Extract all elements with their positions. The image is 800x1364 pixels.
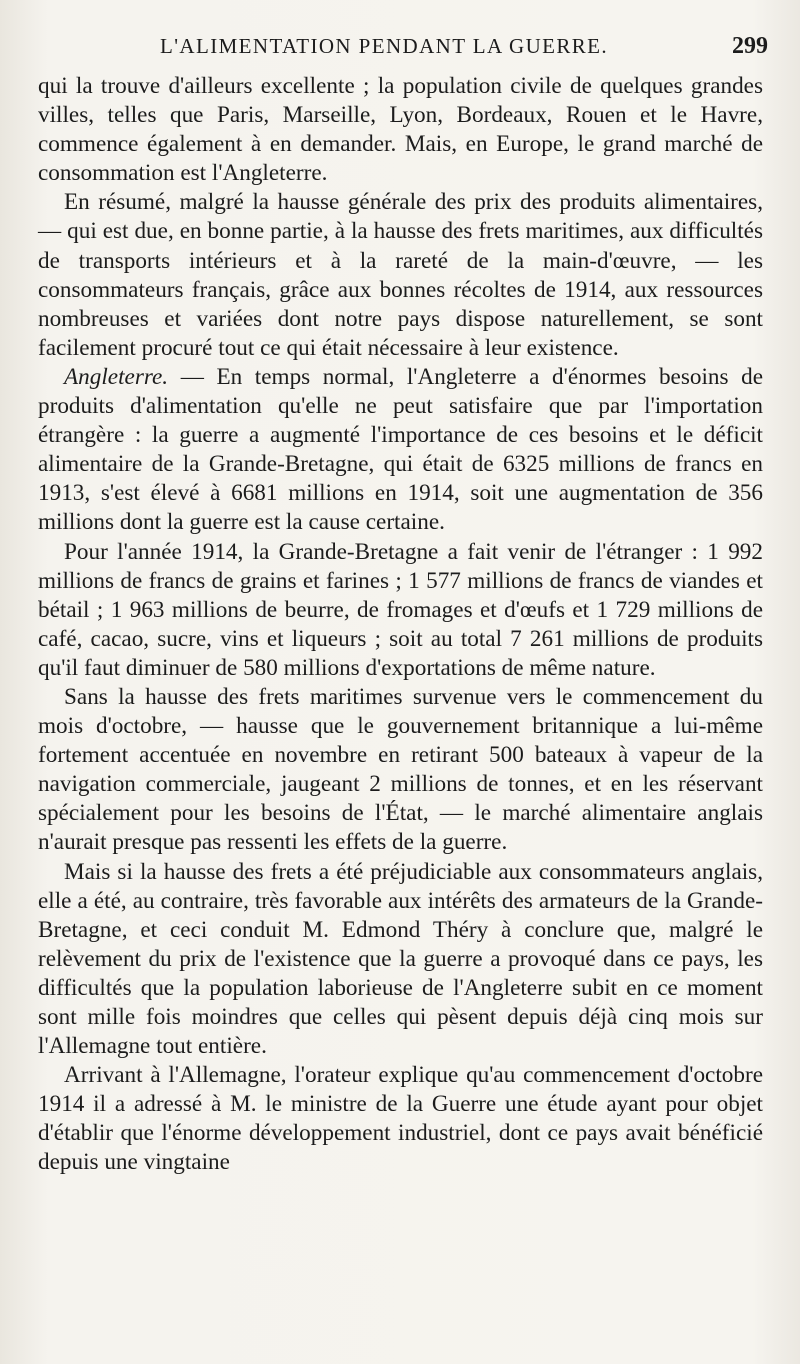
page-header <box>160 34 780 64</box>
paragraph-frets <box>38 683 763 858</box>
paragraph-text: Pour l'année 1914, la Grande-Bretagne a fait venir de l'étranger : 1 992 millions de francs de grains et farines ; 1 577 millions de francs de viandes et bétail ; 1 963 millions de beurre, de fromages et d'œufs et 1 729 millions de café, cacao, sucre, vins et liqueurs ; soit au total 7 261 millions de produits qu'il faut diminuer de 580 millions d'exportations de même nature. <box>38 538 763 681</box>
paragraph-continuation <box>38 72 763 188</box>
body-text <box>38 72 763 1178</box>
paragraph-armateurs <box>38 858 763 1062</box>
paragraph-allemagne <box>38 1061 763 1177</box>
page-number: 299 <box>732 33 768 59</box>
paragraph-angleterre <box>38 363 763 538</box>
paragraph-text: Arrivant à l'Allemagne, l'orateur explique qu'au commencement d'octobre 1914 il a adressé à M. le ministre de la Guerre une étude ayant pour objet d'établir que l'énorme développement industriel, dont ce pays avait bénéficié depuis une vingtaine <box>38 1062 763 1176</box>
running-title: L'ALIMENTATION PENDANT LA GUERRE. <box>160 34 609 58</box>
paragraph-text: qui la trouve d'ailleurs excellente ; la population civile de quelques grandes villes, telles que Paris, Marseille, Lyon, Bordeaux, Rouen et le Havre, commence également à en demander. Mais, en Europe, le grand marché de consommation est l'Angleterre. <box>38 73 763 187</box>
paragraph-resume <box>38 188 763 363</box>
paragraph-text: Sans la hausse des frets maritimes survenue vers le commencement du mois d'octobre, — hausse que le gouvernement britannique a lui-même fortement accentuée en novembre en retirant 500 bateaux à vapeur de la navigation commerciale, jaugeant 2 millions de tonnes, et en les réservant spécialement pour les besoins de l'État, — le marché alimentaire anglais n'aurait presque pas ressenti les effets de la guerre. <box>38 683 763 856</box>
paragraph-text: — En temps normal, l'Angleterre a d'énormes besoins de produits d'alimentation qu'elle ne peut satisfaire que par l'importation étrangère : la guerre a augmenté l'importance de ces besoins et le déficit alimentaire de la Grande-Bretagne, qui était de 6325 millions de francs en 1913, s'est élevé à 6681 millions en 1914, soit une augmentation de 356 millions dont la guerre est la cause certaine. <box>38 363 763 536</box>
paragraph-text: En résumé, malgré la hausse générale des prix des produits alimentaires, — qui est due, en bonne partie, à la hausse des frets maritimes, aux difficultés de transports intérieurs et à la rareté de la main-d'œuvre, — les consommateurs français, grâce aux bonnes récoltes de 1914, aux ressources nombreuses et variées dont notre pays dispose naturellement, se sont facilement procuré tout ce qui était nécessaire à leur existence. <box>38 189 763 361</box>
paragraph-text: Mais si la hausse des frets a été préjudiciable aux consommateurs anglais, elle a été, au contraire, très favorable aux intérêts des armateurs de la Grande-Bretagne, et ceci conduit M. Edmond Théry à conclure que, malgré le relèvement du prix de l'existence que la guerre a provoqué dans ce pays, les difficultés que la population laborieuse de l'Angleterre subit en ce moment sont mille fois moindres que celles qui pèsent depuis déjà cinq mois sur l'Allemagne tout entière. <box>38 858 763 1060</box>
section-lead-angleterre: Angleterre. <box>64 363 169 390</box>
paragraph-imports-1914 <box>38 538 763 683</box>
